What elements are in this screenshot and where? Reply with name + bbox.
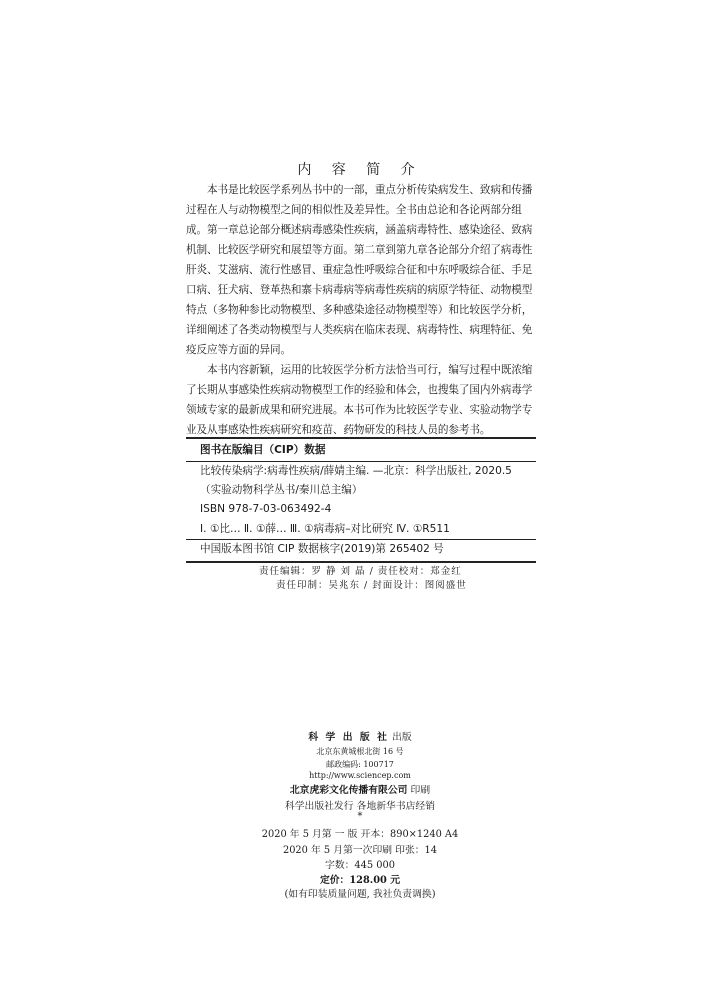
summary-line: 了长期从事感染性疾病动物模型工作的经验和体会，也搜集了国内外病毒学 bbox=[186, 384, 533, 396]
word-count: 字数：445 000 bbox=[325, 860, 395, 871]
publisher-address: 北京东黄城根北街 16 号 bbox=[316, 747, 404, 756]
publisher-website: http://www.sciencep.com bbox=[309, 771, 411, 780]
publisher-line bbox=[0, 729, 720, 743]
edition-line-2: 2020 年 5 月第一次印刷 印张：14 bbox=[282, 845, 438, 856]
printer-line bbox=[0, 782, 720, 796]
summary-line: 详细阐述了各类动物模型与人类疾病在临床表现、病毒特性、病理特征、免 bbox=[186, 324, 533, 336]
separator-star: * bbox=[357, 811, 363, 822]
cip-heading-rule bbox=[186, 461, 536, 462]
cip-heading: 图书在版编目（CIP）数据 bbox=[200, 444, 326, 456]
cip-line: ISBN 978-7-03-063492-4 bbox=[200, 503, 332, 515]
quality-notice: (如有印装质量问题, 我社负责调换) bbox=[284, 889, 436, 900]
summary-line: 本书内容新颖，运用的比较医学分析方法恰当可行，编写过程中既浓缩 bbox=[207, 364, 533, 376]
summary-line: 肝炎、艾滋病、流行性感冒、重症急性呼吸综合征和中东呼吸综合征、手足 bbox=[186, 264, 533, 276]
summary-line: 机制、比较医学研究和展望等方面。第二章到第九章各论部分介绍了病毒性 bbox=[186, 244, 533, 256]
summary-line: 成。第一章总论部分概述病毒感染性疾病，涵盖病毒特性、感染途径、致病 bbox=[186, 224, 533, 236]
publisher-suffix: 出版 bbox=[392, 732, 412, 743]
summary-line: 特点（多物种参比动物模型、多种感染途径动物模型等）和比较医学分析， bbox=[186, 304, 533, 316]
cip-line: （实验动物科学丛书/秦川总主编） bbox=[200, 484, 363, 496]
summary-line: 过程在人与动物模型之间的相似性及差异性。全书由总论和各论两部分组 bbox=[186, 204, 522, 216]
summary-line: 领域专家的最新成果和研究进展。本书可作为比较医学专业、实验动物学专 bbox=[186, 404, 533, 416]
cip-footer-rule bbox=[186, 539, 536, 540]
edition-line-1: 2020 年 5 月第 一 版 开本：890×1240 A4 bbox=[261, 829, 459, 840]
printer-suffix: 印刷 bbox=[410, 785, 431, 796]
cip-footer: 中国版本图书馆 CIP 数据核字(2019)第 265402 号 bbox=[200, 543, 444, 555]
cip-top-rule bbox=[186, 437, 536, 439]
summary-line: 业及从事感染性疾病研究和疫苗、药物研发的科技人员的参考书。 bbox=[186, 424, 491, 436]
credit-editors: 责任编辑：罗 静 刘 晶 / 责任校对：郑金红 bbox=[259, 566, 462, 577]
summary-line: 口病、狂犬病、登革热和寨卡病毒病等病毒性疾病的病原学特征、动物模型 bbox=[186, 284, 533, 296]
summary-line: 本书是比较医学系列丛书中的一部，重点分析传染病发生、致病和传播 bbox=[207, 184, 533, 196]
price: 定价：128.00 元 bbox=[319, 875, 401, 886]
cip-line: Ⅰ. ①比… Ⅱ. ①薛… Ⅲ. ①病毒病–对比研究 Ⅳ. ①R511 bbox=[200, 523, 450, 535]
credit-production: 责任印制：吴兆东 / 封面设计：图阅盛世 bbox=[276, 580, 467, 591]
summary-title: 内 容 简 介 bbox=[297, 162, 423, 178]
publisher-postcode: 邮政编码: 100717 bbox=[326, 760, 394, 769]
printer-name: 北京虎彩文化传播有限公司 bbox=[289, 785, 408, 796]
cip-line: 比较传染病学:病毒性疾病/薛婧主编. —北京：科学出版社, 2020.5 bbox=[200, 465, 512, 477]
publisher-name: 科 学 出 版 社 bbox=[308, 732, 389, 743]
distribution-line: 科学出版社发行 各地新华书店经销 bbox=[284, 801, 436, 812]
summary-line: 疫反应等方面的异同。 bbox=[186, 344, 291, 356]
